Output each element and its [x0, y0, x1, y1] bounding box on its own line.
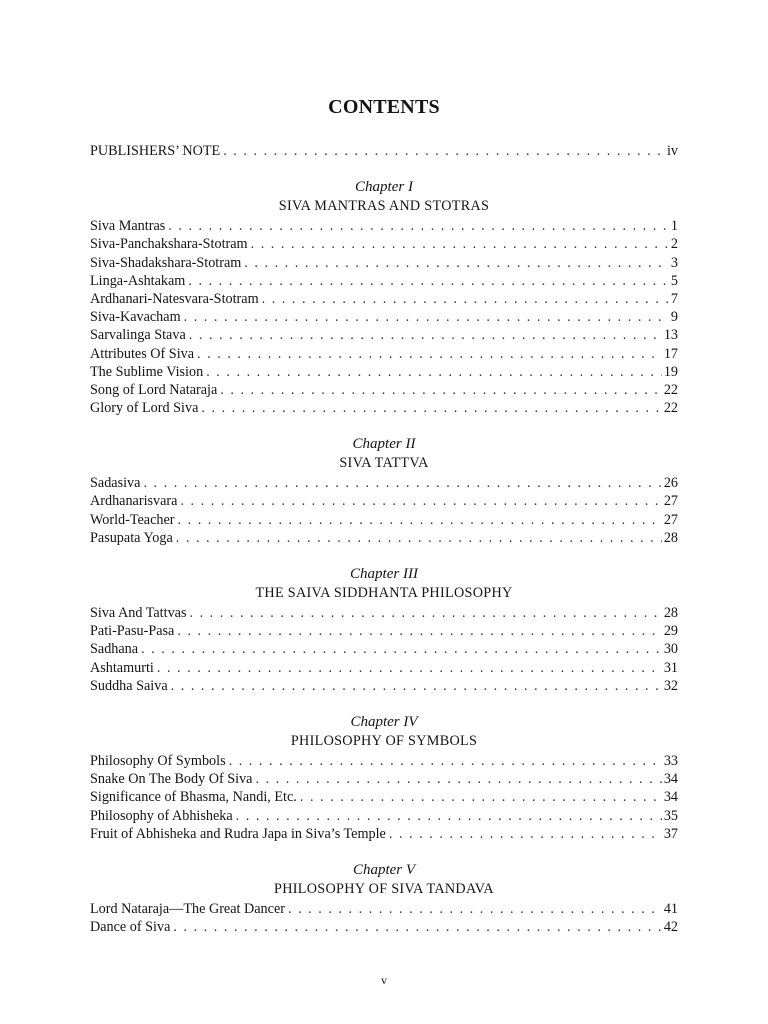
- toc-entry: [90, 788, 678, 806]
- dot-leader: [300, 788, 662, 806]
- toc-entry-label: Siva-Panchakshara-Stotram: [90, 236, 248, 253]
- toc-entry-label: World-Teacher: [90, 511, 175, 528]
- chapter-number: Chapter I: [355, 179, 413, 196]
- dot-leader: [288, 900, 662, 918]
- toc-entry: [90, 142, 678, 160]
- dot-leader: [180, 492, 661, 510]
- dot-leader: [206, 363, 662, 381]
- toc-entry-page: 2: [670, 236, 678, 253]
- toc-entry-label: Glory of Lord Siva: [90, 400, 199, 417]
- dot-leader: [184, 308, 669, 326]
- front-matter: [90, 142, 678, 160]
- page-number-footer: v: [381, 973, 387, 987]
- toc-entry-page: 28: [663, 529, 678, 546]
- toc-entry-label: Ardhanarisvara: [90, 493, 178, 510]
- dot-leader: [229, 752, 662, 770]
- chapter-title: SIVA TATTVA: [339, 455, 429, 472]
- toc-entry: [90, 381, 678, 399]
- table-of-contents: [90, 142, 678, 936]
- toc-entry-label: Siva Mantras: [90, 218, 166, 235]
- toc-entry-page: 33: [663, 752, 678, 769]
- toc-entry-page: 42: [663, 919, 678, 936]
- toc-entry: [90, 918, 678, 936]
- toc-entry-label: Linga-Ashtakam: [90, 272, 186, 289]
- toc-entry: [90, 511, 678, 529]
- dot-leader: [188, 272, 669, 290]
- dot-leader: [178, 511, 662, 529]
- toc-entry-label: Suddha Saiva: [90, 677, 168, 694]
- toc-entry: [90, 399, 678, 417]
- chapter-number: Chapter II: [352, 436, 416, 453]
- dot-leader: [157, 659, 662, 677]
- dot-leader: [189, 604, 661, 622]
- toc-entry-label: Philosophy Of Symbols: [90, 752, 226, 769]
- toc-entry-page: 1: [670, 218, 678, 235]
- toc-entry: [90, 254, 678, 272]
- toc-entry-page: 35: [663, 807, 678, 824]
- toc-entry-page: 26: [663, 475, 678, 492]
- dot-leader: [236, 807, 662, 825]
- toc-entry-label: Ashtamurti: [90, 659, 154, 676]
- dot-leader: [189, 326, 662, 344]
- dot-leader: [262, 290, 669, 308]
- dot-leader: [197, 345, 662, 363]
- toc-entry-label: Lord Nataraja—The Great Dancer: [90, 900, 285, 917]
- toc-entry-label: Pati-Pasu-Pasa: [90, 623, 175, 640]
- dot-leader: [171, 677, 662, 695]
- toc-entry: [90, 235, 678, 253]
- toc-entry: [90, 474, 678, 492]
- toc-entry: [90, 604, 678, 622]
- toc-entry-page: 5: [670, 272, 678, 289]
- toc-entry: [90, 308, 678, 326]
- toc-entry-page: 22: [663, 381, 678, 398]
- dot-leader: [255, 770, 661, 788]
- toc-entry: [90, 363, 678, 381]
- dot-leader: [176, 529, 662, 547]
- chapter-title: THE SAIVA SIDDHANTA PHILOSOPHY: [255, 585, 513, 601]
- dot-leader: [244, 254, 669, 272]
- chapter-number: Chapter V: [352, 861, 416, 878]
- toc-entry-page: 22: [663, 400, 678, 417]
- toc-entry-page: 9: [670, 309, 678, 326]
- chapter-title: PHILOSOPHY OF SIVA TANDAVA: [274, 880, 494, 897]
- toc-entry: [90, 825, 678, 843]
- chapter-title: SIVA MANTRAS AND STOTRAS: [278, 198, 490, 215]
- toc-entry: [90, 326, 678, 344]
- toc-entry-label: Sadhana: [90, 641, 139, 658]
- chapter-entries: [90, 752, 678, 843]
- toc-entry-page: 3: [670, 254, 678, 271]
- toc-entry: [90, 272, 678, 290]
- chapter-entries: [90, 604, 678, 695]
- dot-leader: [389, 825, 662, 843]
- toc-entry-label: Attributes Of Siva: [90, 345, 195, 362]
- dot-leader: [141, 640, 662, 658]
- toc-entry: [90, 290, 678, 308]
- toc-entry-label: Sarvalinga Stava: [90, 327, 186, 344]
- toc-entry: [90, 807, 678, 825]
- dot-leader: [220, 381, 662, 399]
- toc-entry-page: 27: [663, 511, 678, 528]
- toc-entry-label: Song of Lord Nataraja: [90, 381, 218, 398]
- toc-entry: [90, 529, 678, 547]
- toc-entry-page: 32: [663, 677, 678, 694]
- toc-entry-label: Snake On The Body Of Siva: [90, 771, 253, 788]
- toc-entry-page: 28: [663, 605, 678, 621]
- dot-leader: [251, 235, 669, 253]
- dot-leader: [173, 918, 661, 936]
- toc-entry: [90, 677, 678, 695]
- toc-entry-label: Siva-Kavacham: [90, 309, 181, 326]
- toc-entry-label: Fruit of Abhisheka and Rudra Japa in Siva’s Temple: [90, 825, 386, 842]
- chapter-heading: [90, 861, 678, 898]
- toc-entry-page: 19: [663, 363, 678, 380]
- toc-entry-page: 7: [670, 290, 678, 307]
- page-title: CONTENTS: [328, 96, 440, 118]
- chapter-title: PHILOSOPHY OF SYMBOLS: [290, 732, 478, 749]
- chapter-entries: [90, 900, 678, 936]
- toc-entry-label: Significance of Bhasma, Nandi, Etc.: [90, 789, 297, 806]
- toc-entry-label: Siva And Tattvas: [90, 605, 187, 621]
- toc-entry: [90, 622, 678, 640]
- toc-entry-page: 30: [663, 641, 678, 658]
- chapter-number: Chapter IV: [350, 713, 418, 730]
- dot-leader: [168, 217, 669, 235]
- toc-entry-page: 17: [663, 345, 678, 362]
- chapter-heading: [90, 435, 678, 472]
- dot-leader: [223, 142, 665, 160]
- chapter-heading: [90, 565, 678, 602]
- toc-entry-page: 37: [663, 825, 678, 842]
- toc-entry-page: iv: [666, 143, 678, 159]
- toc-entry-page: 29: [663, 623, 678, 640]
- toc-entry-label: Sadasiva: [90, 475, 141, 492]
- toc-entry: [90, 640, 678, 658]
- toc-entry: [90, 217, 678, 235]
- dot-leader: [143, 474, 661, 492]
- chapter-heading: [90, 713, 678, 750]
- toc-entry-label: The Sublime Vision: [90, 363, 204, 380]
- toc-entry-label: Ardhanari-Natesvara-Stotram: [90, 290, 259, 307]
- chapter-heading: [90, 178, 678, 215]
- toc-entry-page: 41: [663, 900, 678, 917]
- toc-entry-page: 31: [663, 659, 678, 676]
- toc-entry: [90, 659, 678, 677]
- toc-entry-label: Pasupata Yoga: [90, 529, 173, 546]
- chapter-entries: [90, 474, 678, 547]
- toc-entry: [90, 492, 678, 510]
- chapter-entries: [90, 217, 678, 417]
- toc-entry: [90, 345, 678, 363]
- toc-entry: [90, 900, 678, 918]
- toc-entry-page: 27: [663, 493, 678, 510]
- toc-entry-label: Philosophy of Abhisheka: [90, 807, 233, 824]
- toc-entry-label: Dance of Siva: [90, 919, 171, 936]
- toc-entry-page: 34: [663, 771, 678, 788]
- dot-leader: [201, 399, 661, 417]
- toc-entry-page: 13: [663, 327, 678, 344]
- toc-entry-label: PUBLISHERS’ NOTE: [90, 143, 221, 159]
- toc-entry: [90, 752, 678, 770]
- toc-entry-page: 34: [663, 789, 678, 806]
- toc-entry-label: Siva-Shadakshara-Stotram: [90, 254, 242, 271]
- chapter-number: Chapter III: [350, 566, 418, 582]
- toc-entry: [90, 770, 678, 788]
- dot-leader: [177, 622, 661, 640]
